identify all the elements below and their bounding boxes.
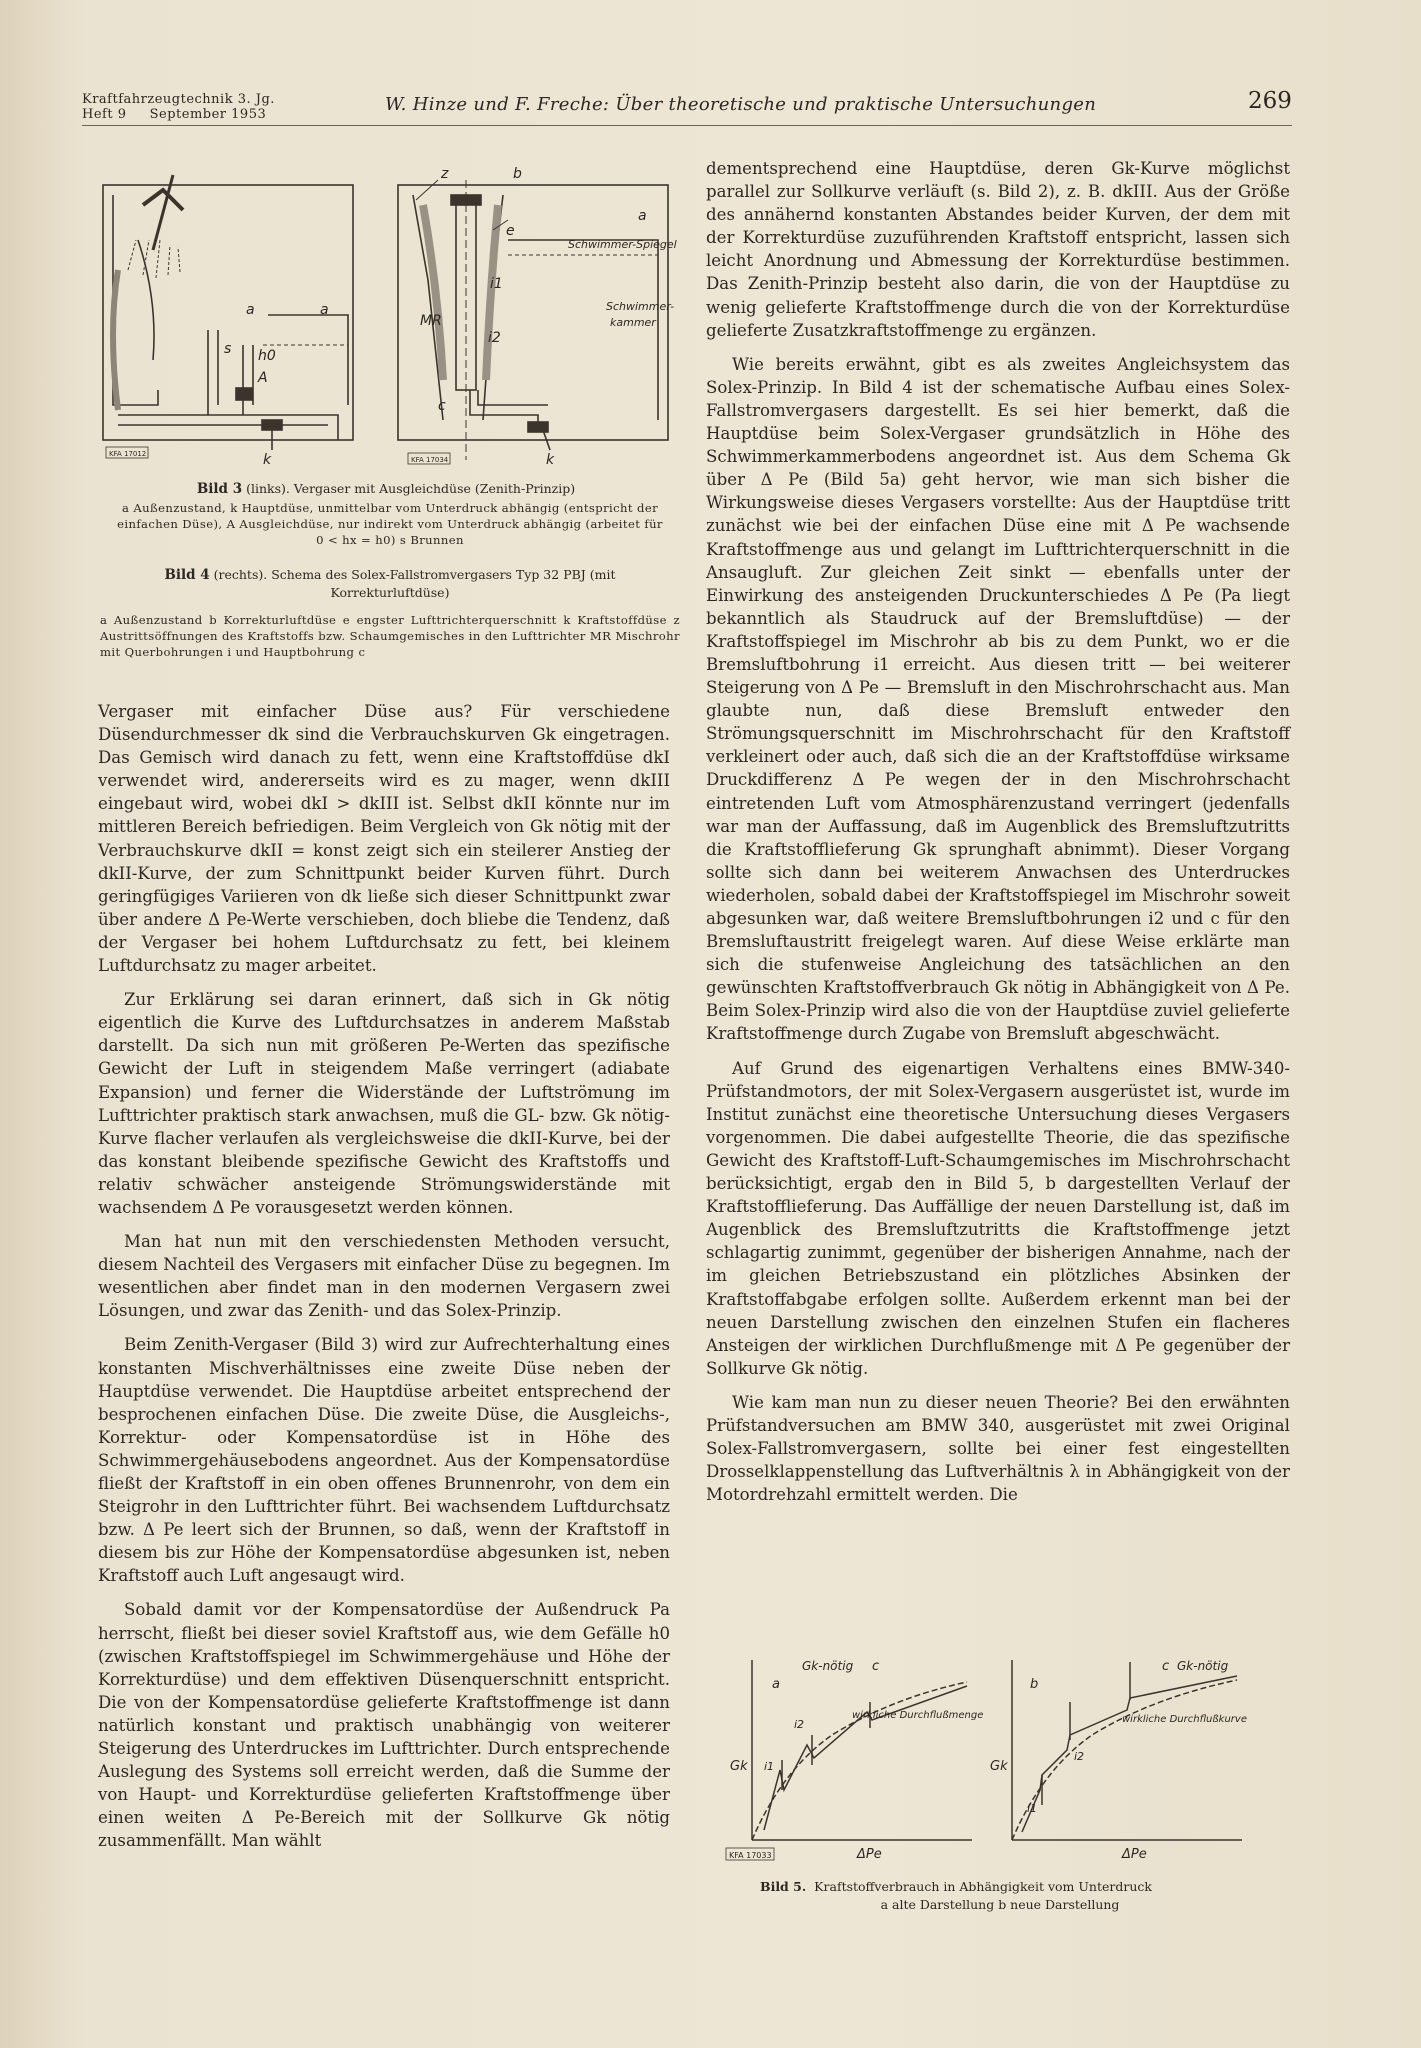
fig3-frame <box>103 185 353 440</box>
fig5b-wirkliche: wirkliche Durchflußkurve <box>1122 1714 1247 1725</box>
journal-line-1: Kraftfahrzeugtechnik 3. Jg. <box>82 92 275 107</box>
caption-3-label: Bild 3 <box>196 481 243 497</box>
fig3-code: KFA 17012 <box>109 450 147 458</box>
fig4-label-i2: i2 <box>488 330 501 346</box>
caption-3-title: (links). Vergaser mit Ausgleichdüse (Zenith-Prinzip) <box>242 481 576 496</box>
fig5a-i2: i2 <box>794 1718 805 1731</box>
fig4-label-k: k <box>546 452 555 468</box>
fig5b-xlabel: ΔPe <box>1122 1847 1147 1862</box>
fig5a-xlabel: ΔPe <box>857 1847 882 1862</box>
caption-5-line-2: a alte Darstellung b neue Darstellung <box>880 1897 1120 1912</box>
right-paragraph-2: Wie bereits erwähnt, gibt es als zweites Angleichsystem das Solex-Prinzip. In Bild 4 ist der schematische Aufbau eines Solex-Fallstromvergasers dargestellt. Es sei hier bemerkt, daß die Hauptdüse beim Solex-Vergaser grundsätzlich in Höhe des Schwimmerkammerbodens angeordnet ist. Aus dem Schema Gk über Δ Pe (Bild 5a) geht hervor, wie man sich bisher die Wirkungsweise dieses Vergasers vorstellte: Aus der Hauptdüse tritt zunächst wie bei der einfachen Düse eine mit Δ Pe wachsende Kraftstoffmenge aus und gelangt im Lufttrichterquerschnitt in die Ansaugluft. Zur gleichen Zeit sinkt — ebenfalls unter der Einwirkung des ansteigenden Druckunterschiedes Δ Pe (Pa liegt bekanntlich als Staudruck auf der Bremsluftdüse) — der Kraftstoffspiegel im Mischrohr ab bis zu dem Punkt, wo er die Bremsluftbohrung i1 erreicht. Aus diesen tritt — bei weiterer Steigerung von Δ Pe — Bremsluft in den Mischrohrschacht aus. Man glaubte nun, daß diese Bremsluft entweder den Strömungsquerschnitt im Mischrohrschacht für den Kraftstoff verkleinert oder auch, daß sich die an der Kraftstoffdüse wirksame Druckdifferenz Δ Pe wegen der in den Mischrohrschacht eintretenden Luft vom Atmosphärenzustand verringert (jedenfalls war man der Auffassung, daß im Augenblick des Bremsluftzutritts die Kraftstofflieferung Gk sprunghaft abnimmt). Dieser Vorgang sollte sich dann bei weiterem Anwachsen des Unterdruckes wiederholen, sobald dabei der Kraftstoffspiegel im Mischrohr soweit abgesunken war, daß weitere Bremsluftbohrungen i2 und c für den Bremsluftaustritt freigelegt waren. Auf diese Weise erklärte man sich die stufenweise Angleichung des tatsächlichen an den gewünschten Kraftstoffverbrauch Gk nötig in Abhängigkeit von Δ Pe. Beim Solex-Prinzip wird also die von der Hauptdüse zuviel gelieferte Kraftstoffmenge durch Zugabe von Bremsluft abgeschwächt. <box>706 354 1290 1044</box>
left-paragraph-2: Zur Erklärung sei daran erinnert, daß sich in Gk nötig eigentlich die Kurve des Luftdurchsatzes in anderem Maßstab darstellt. Da sich nun mit größeren Pe-Werten das spezifische Gewicht der Luft in steigendem Maße verringert (adiabate Expansion) und ferner die Widerstände der Luftströmung im Lufttrichter praktisch stark anwachsen, muß die GL- bzw. Gk nötig-Kurve flacher verlaufen als vergleichsweise die dkII-Kurve, bei der das konstant bleibende spezifische Gewicht des Kraftstoffs und relativ schwächer ansteigende Strömungswiderstände mit wachsendem Δ Pe vorausgesetzt werden können. <box>98 990 670 1217</box>
caption-bild-5 <box>760 1878 1240 1914</box>
header-rule <box>82 125 1292 126</box>
fig3-label-h0: h0 <box>258 348 276 364</box>
fig4-code: KFA 17034 <box>411 456 449 464</box>
caption-5-label: Bild 5. <box>760 1879 807 1894</box>
fig5a-wirkliche: wirkliche Durchflußmenge <box>852 1710 984 1721</box>
fig5a-c: c <box>872 1659 880 1674</box>
right-column <box>706 157 1290 1517</box>
fig4-float-chamber-label-2: kammer <box>610 316 656 329</box>
fig5b-i1: i1 <box>1027 1802 1038 1815</box>
fig5a-gk-noetig: Gk-nötig <box>802 1659 854 1673</box>
fig4-label-b: b <box>513 166 522 182</box>
fig4-label-MR: MR <box>420 313 442 329</box>
fig5a-ylabel: Gk <box>730 1759 748 1774</box>
fig3-throttle <box>153 175 173 250</box>
page-number: 269 <box>1248 88 1292 114</box>
fig5a-real-curve <box>764 1686 967 1830</box>
left-paragraph-1: Vergaser mit einfacher Düse aus? Für verschiedene Düsendurchmesser dk sind die Verbrauchskurven Gk eingetragen. Das Gemisch wird danach zu fett, wenn eine Kraftstoffdüse dkI verwendet wird, andererseits wird es zu mager, wenn dkIII eingebaut wird, wobei dkI > dkIII ist. Selbst dkII könnte nur im mittleren Bereich befriedigen. Beim Vergleich von Gk nötig mit der Verbrauchskurve dkII = konst zeigt sich ein steilerer Anstieg der dkII-Kurve, der zum Schnittpunkt beider Kurven führt. Durch geringfügiges Variieren von dk ließe sich dieser Schnittpunkt zwar über andere Δ Pe-Werte verschieben, doch bliebe die Tendenz, daß der Vergaser bei hohem Luftdurchsatz zu fett, bei kleinem Luftdurchsatz zu mager arbeitet. <box>98 702 670 976</box>
caption-3-legend: a Außenzustand, k Hauptdüse, unmittelbar vom Unterdruck abhängig (entspricht der einfachen Düse), A Ausgleichdüse, nur indirekt vom Unterdruck abhängig (arbeitet für 0 < hx = h0) s Brunnen <box>117 501 663 547</box>
fig3-label-s: s <box>224 341 232 357</box>
caption-bild-3 <box>100 480 672 498</box>
running-title: W. Hinze und F. Freche: Über theoretische und praktische Untersuchungen <box>385 94 1097 115</box>
caption-4-legend: a Außenzustand b Korrekturluftdüse e engster Lufttrichterquerschnitt k Kraftstoffdüse z Austrittsöffnungen des Kraftstoffs bzw. Schaumgemisches in den Lufttrichter MR Mischrohr mit Querbohrungen i und Hauptbohrung c <box>100 613 680 659</box>
caption-4-label: Bild 4 <box>164 567 210 583</box>
left-paragraph-4: Beim Zenith-Vergaser (Bild 3) wird zur Aufrechterhaltung eines konstanten Mischverhältnisses eine zweite Düse neben der Hauptdüse verwendet. Die Hauptdüse arbeitet entsprechend der besprochenen einfachen Düse. Die zweite Düse, die Ausgleichs-, Korrektur- oder Kompensatordüse ist in Höhe des Schwimmergehäusebodens angeordnet. Aus der Kompensatordüse fließt der Kraftstoff in ein oben offenes Brunnenrohr, von dem ein Steigrohr in den Lufttrichter führt. Bei wachsendem Luftdurchsatz bzw. Δ Pe leert sich der Brunnen, so daß, wenn der Kraftstoff in diesem bis zur Höhe der Kompensatordüse abgesunken ist, neben Kraftstoff auch Luft angesaugt wird. <box>98 1335 670 1586</box>
figure-5 <box>722 1640 1282 1865</box>
journal-info <box>82 92 275 122</box>
fig3-label-a2: a <box>320 302 329 318</box>
fig5a-soll-curve <box>752 1682 967 1840</box>
fig4-label-a: a <box>638 208 647 224</box>
fig3-label-A: A <box>258 370 268 386</box>
left-column <box>98 700 670 1864</box>
fig3-label-k: k <box>263 452 272 468</box>
right-paragraph-1: dementsprechend eine Hauptdüse, deren Gk-Kurve möglichst parallel zur Sollkurve verläuft (s. Bild 2), z. B. dkIII. Aus der Größe des annähernd konstanten Abstandes beider Kurven, der dem mit der Korrekturdüse zuzuführenden Kraftstoff entspricht, lassen sich leicht Anordnung und Abmessung der Korrekturdüse bestimmen. Das Zenith-Prinzip besteht also darin, die von der Hauptdüse zu wenig gelieferte Kraftstoffmenge durch die von der Korrekturdüse gelieferte Zusatzkraftstoffmenge zu ergänzen. <box>706 159 1290 340</box>
fig4-label-z: z <box>441 166 449 182</box>
caption-5-line-1: Kraftstoffverbrauch in Abhängigkeit vom Unterdruck <box>814 1879 1152 1894</box>
fig4-label-c: c <box>438 398 446 414</box>
journal-line-2: Heft 9 September 1953 <box>82 107 267 122</box>
fig5b-soll-curve <box>1012 1680 1237 1840</box>
right-paragraph-4: Wie kam man nun zu dieser neuen Theorie? Bei den erwähnten Prüfstandversuchen am BMW 340, ausgerüstet mit zwei Original Solex-Fallstromvergasern, sollte bei einer fest eingestellten Drosselklappenstellung das Luftverhältnis λ in Abhängigkeit von der Motordrehzahl ermittelt werden. Die <box>706 1392 1290 1505</box>
fig4-label-i1: i1 <box>490 276 503 292</box>
fig5b-ylabel: Gk <box>990 1759 1008 1774</box>
fig5a-i1: i1 <box>764 1760 775 1773</box>
caption-4-title: (rechts). Schema des Solex-Fallstromvergasers Typ 32 PBJ (mit Korrekturluftdüse) <box>209 567 616 600</box>
left-paragraph-3: Man hat nun mit den verschiedensten Methoden versucht, diesem Nachteil des Vergasers mit einfacher Düse zu begegnen. Im wesentlichen aber findet man in den modernen Vergasern zwei Lösungen, und zwar das Zenith- und das Solex-Prinzip. <box>98 1232 670 1321</box>
fig4-float-level-label: Schwimmer-Spiegel <box>568 238 677 251</box>
figure-3-4 <box>98 160 678 470</box>
fig4-float-chamber-label-1: Schwimmer- <box>606 300 675 313</box>
caption-bild-4 <box>130 566 650 601</box>
fig5-code: KFA 17033 <box>729 1851 772 1860</box>
right-paragraph-3: Auf Grund des eigenartigen Verhaltens eines BMW-340-Prüfstandmotors, der mit Solex-Vergasern ausgerüstet ist, wurde im Institut zunächst eine theoretische Untersuchung dieses Vergasers vorgenommen. Die dabei aufgestellte Theorie, die das spezifische Gewicht des Kraftstoff-Luft-Schaumgemisches im Mischrohrschacht berücksichtigt, ergab den in Bild 5, b dargestellten Verlauf der Kraftstofflieferung. Das Auffällige der neuen Darstellung ist, daß im Augenblick des Bremsluftzutritts die Kraftstoffmenge jetzt schlagartig zunimmt, gegenüber der bisherigen Annahme, nach der im gleichen Betriebszustand ein plötzliches Absinken der Kraftstoffabgabe erfolgen sollte. Außerdem erkennt man bei der neuen Darstellung zwischen den einzelnen Stufen ein flacheres Ansteigen der wirklichen Durchflußmenge mit Δ Pe gegenüber der Sollkurve Gk nötig. <box>706 1058 1290 1378</box>
fig4-label-e: e <box>506 223 515 239</box>
fig5b-i2: i2 <box>1074 1750 1085 1763</box>
fig5b-label: b <box>1030 1677 1039 1692</box>
fig5b-c: c <box>1162 1659 1170 1674</box>
fig5b-gk-noetig: Gk-nötig <box>1177 1659 1229 1673</box>
fig3-label-a1: a <box>246 302 255 318</box>
left-paragraph-5: Sobald damit vor der Kompensatordüse der Außendruck Pa herrscht, fließt bei dieser soviel Kraftstoff aus, wie dem Gefälle h0 (zwischen Kraftstoffspiegel im Schwimmergehäuse und Höhe der Korrekturdüse) und dem effektiven Düsenquerschnitt entspricht. Die von der Kompensatordüse gelieferte Kraftstoffmenge ist dann natürlich konstant und praktisch unabhängig von weiterer Steigerung des Unterdruckes im Lufttrichter. Durch entsprechende Auslegung des Systems soll erreicht werden, daß die Summe der von Haupt- und Korrekturdüse gelieferten Kraftstoffmenge über einen weiten Δ Pe-Bereich mit der Sollkurve Gk nötig zusammenfällt. Man wählt <box>98 1600 670 1851</box>
fig5a-label: a <box>772 1677 780 1692</box>
